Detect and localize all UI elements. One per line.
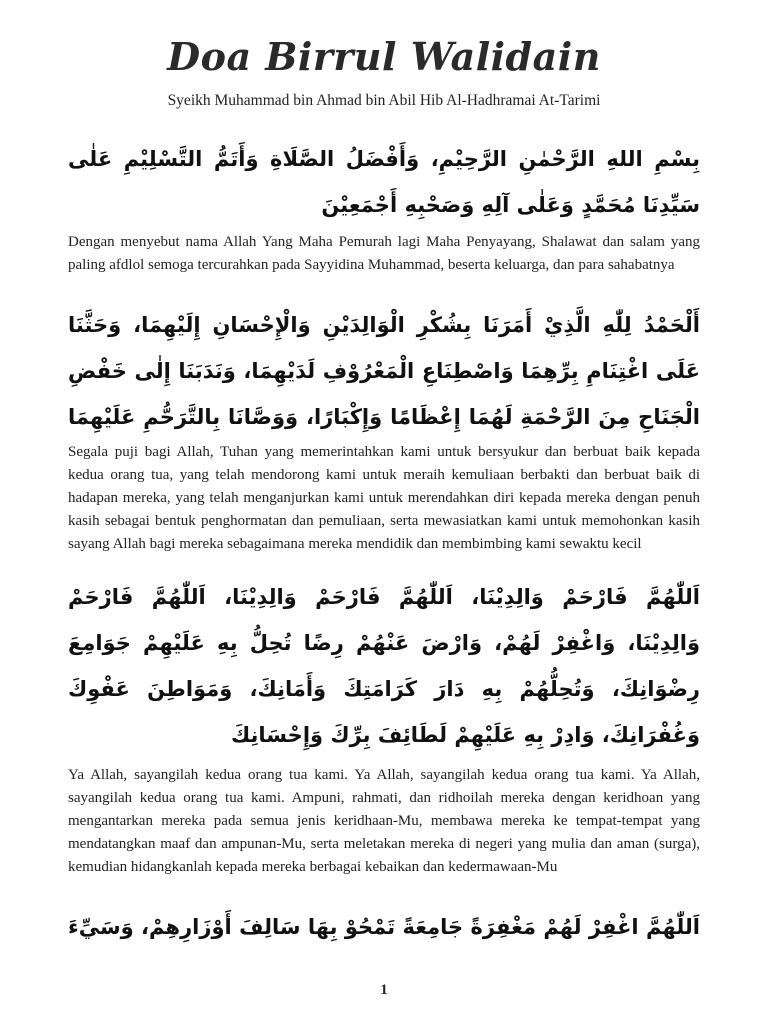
page-number: 1 (380, 982, 388, 998)
translation-paragraph-1: Dengan menyebut nama Allah Yang Maha Pemurah lagi Maha Penyayang, Shalawat dan salam yang paling afdlol semoga tercurahkan pada Sayyidina Muhammad, beserta keluarga, dan para sahabatnya (68, 234, 700, 273)
page-title: Doa Birrul Walidain (167, 34, 601, 79)
arabic-paragraph-4: اَللّٰهُمَّ اغْفِرْ لَهُمْ مَغْفِرَةً جَامِعَةً تَمْحُوْ بِهَا سَالِفَ أَوْزَارِهِمْ، وَسَيِّءَ (68, 915, 700, 939)
translation-paragraph-3: Ya Allah, sayangilah kedua orang tua kami. Ya Allah, sayangilah kedua orang tua kami. Ya Allah, sayangilah kedua orang tua kami. Ampuni, rahmati, dan ridhoilah mereka dengan keridhoan yang mengantarkan mereka pada semua jenis keridhaan-Mu, membawa mereka ke tempat-tempat yang mendatangkan maaf dan ampunan-Mu, serta meletakan mereka di negeri yang mulia dan aman (surga), kemudian hidangkanlah kepada mereka berbagai kebaikan dan kedermawaan-Mu (68, 767, 700, 875)
arabic-paragraph-2: أَلْحَمْدُ لِلّٰهِ الَّذِيْ أَمَرَنَا بِشُكْرِ الْوَالِدَيْنِ وَالْإِحْسَانِ إِلَيْهِمَا، وَحَثَّنَا عَلَى اغْتِنَامِ بِرِّهِمَا وَاصْطِنَاعِ الْمَعْرُوْفِ لَدَيْهِمَا، وَنَدَبَنَا إِلٰى خَفْضِ الْجَنَاحِ مِنَ الرَّحْمَةِ لَهُمَا إِعْظَامًا وَإِكْبَارًا، وَوَصَّانَا بِالتَّرَحُّمِ عَلَيْهِمَا (68, 313, 700, 429)
arabic-paragraph-1: بِسْمِ اللهِ الرَّحْمٰنِ الرَّحِيْمِ، وَأَفْضَلُ الصَّلَاةِ وَأَتَمُّ التَّسْلِيْمِ عَلٰى سَيِّدِنَا مُحَمَّدٍ وَعَلٰى آلِهِ وَصَحْبِهِ أَجْمَعِيْنَ (68, 147, 700, 217)
translation-paragraph-2: Segala puji bagi Allah, Tuhan yang memerintahkan kami untuk bersyukur dan berbuat baik kepada kedua orang tua, yang telah mendorong kami untuk meraih kemuliaan berbakti dan berbuat baik di hadapan mereka, yang telah menganjurkan kami untuk merendahkan diri kepada mereka dengan penuh kasih sebagai bentuk penghormatan dan pemuliaan, serta mewasiatkan kami untuk memohonkan kasih sayang Allah bagi mereka sebagaimana mereka mendidik dan membimbing kami sewaktu kecil (68, 444, 700, 552)
author-line: Syeikh Muhammad bin Ahmad bin Abil Hib Al-Hadhramai At-Tarimi (167, 92, 601, 109)
arabic-paragraph-3: اَللّٰهُمَّ فَارْحَمْ وَالِدِيْنَا، اَللّٰهُمَّ فَارْحَمْ وَالِدِيْنَا، اَللّٰهُمَّ فَارْحَمْ وَالِدِيْنَا، وَاغْفِرْ لَهُمْ، وَارْضَ عَنْهُمْ رِضًا تُحِلُّ بِهِ عَلَيْهِمْ جَوَامِعَ رِضْوَانِكَ، وَتُحِلُّهُمْ بِهِ دَارَ كَرَامَتِكَ وَأَمَانِكَ، وَمَوَاطِنَ عَفْوِكَ وَغُفْرَانِكَ، وَادِرْ بِهِ عَلَيْهِمْ لَطَائِفَ بِرِّكَ وَإِحْسَانِكَ (68, 585, 700, 747)
